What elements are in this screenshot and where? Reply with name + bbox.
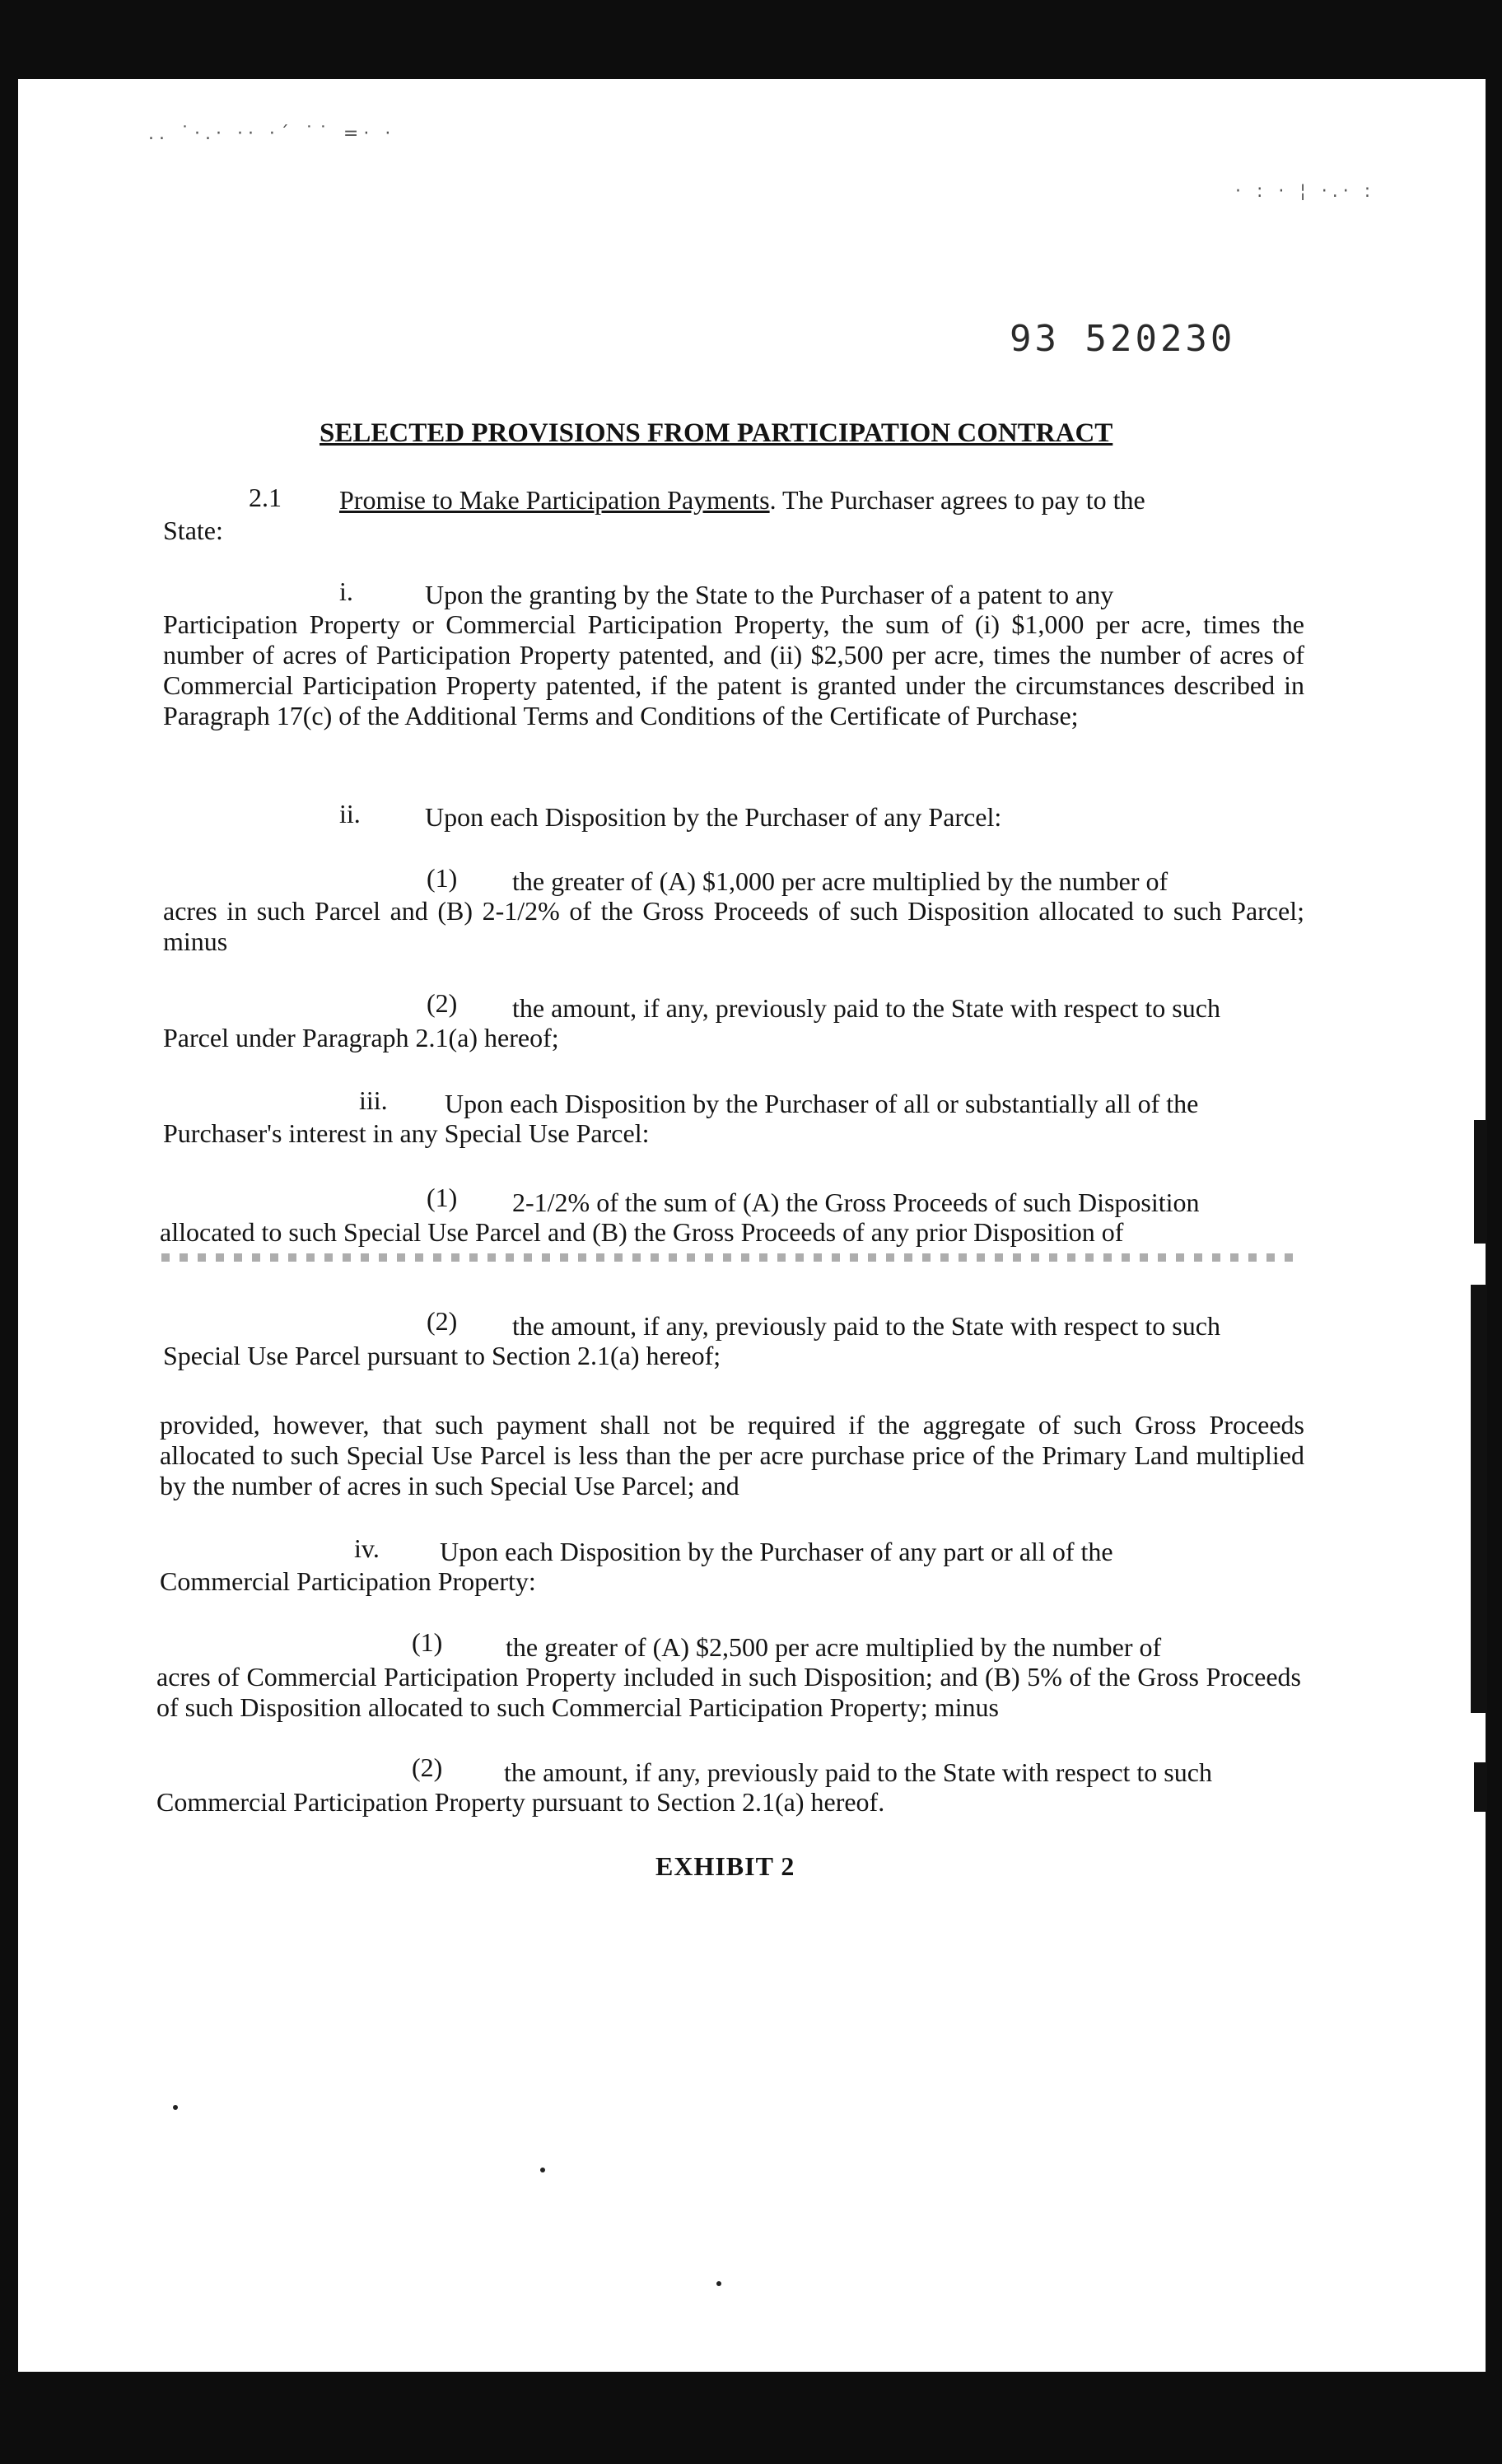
item-ii-sub1-body: acres in such Parcel and (B) 2-1/2% of the Gross Proceeds of such Disposition allocated to such Parcel; minus [163, 896, 1304, 956]
scan-speck [716, 2281, 721, 2286]
scan-noise: .. ˙·.· ·· ·´ ˙˙ =· · [148, 124, 396, 144]
item-ii-sub1-number: (1) [427, 863, 458, 893]
item-i-body: Participation Property or Commercial Participation Property, the sum of (i) $1,000 per acre, times the number of acres of Participation Property patented, and (ii) $2,500 per acre, times the number of acres of Commercial Participation Property patented, if the patent is granted under the circumstances described in Paragraph 17(c) of the Additional Terms and Conditions of the Certificate of Purchase; [163, 609, 1304, 730]
item-ii-sub2-lead: the amount, if any, previously paid to the State with respect to such [512, 993, 1220, 1023]
item-iv-sub2-lead: the amount, if any, previously paid to the State with respect to such [504, 1757, 1212, 1787]
section-intro-rest: . The Purchaser agrees to pay to the [769, 485, 1145, 515]
item-iv-sub1-lead: the greater of (A) $2,500 per acre multiplied by the number of [506, 1632, 1162, 1662]
scan-border-left [0, 0, 18, 2464]
cut-off-text-line [161, 1253, 1298, 1262]
item-iii-sub2-number: (2) [427, 1306, 458, 1336]
item-iv-sub1-body: acres of Commercial Participation Property included in such Disposition; and (B) 5% of the Gross Proceeds of such Disposition allocated to such Commercial Participation Property; minus [156, 1662, 1301, 1722]
item-iii-sub2-lead: the amount, if any, previously paid to the State with respect to such [512, 1311, 1220, 1341]
item-iii-numeral: iii. [359, 1085, 388, 1115]
scan-artifact [1474, 1120, 1487, 1244]
item-iv-sub2-body: Commercial Participation Property pursuant to Section 2.1(a) hereof. [156, 1787, 885, 1817]
scan-artifact [1474, 1762, 1487, 1812]
item-iv-lead: Upon each Disposition by the Purchaser of any part or all of the [440, 1537, 1113, 1566]
item-i-lead: Upon the granting by the State to the Purchaser of a patent to any [425, 580, 1114, 609]
document-title: SELECTED PROVISIONS FROM PARTICIPATION CONTRACT [320, 418, 1113, 448]
item-iv-sub1-number: (1) [412, 1627, 443, 1657]
section-number: 2.1 [249, 483, 282, 512]
scan-border-bottom [0, 2372, 1502, 2464]
scan-border-right [1486, 0, 1502, 2464]
exhibit-label: EXHIBIT 2 [655, 1851, 795, 1881]
section-intro [339, 485, 1145, 516]
scan-speck [540, 2168, 545, 2172]
item-iii-sub1-body: allocated to such Special Use Parcel and (B) the Gross Proceeds of any prior Disposition of [160, 1217, 1124, 1247]
item-iii-lead: Upon each Disposition by the Purchaser of all or substantially all of the [445, 1089, 1199, 1118]
scan-border-top [0, 0, 1502, 79]
item-iii-proviso: provided, however, that such payment shall not be required if the aggregate of such Gross Proceeds allocated to such Special Use Parcel is less than the per acre purchase price of the Primary Land multiplied by the number of acres in such Special Use Parcel; and [160, 1410, 1304, 1500]
item-iii-sub1-lead: 2-1/2% of the sum of (A) the Gross Proceeds of such Disposition [512, 1188, 1200, 1217]
scan-noise: · : · ¦ ·.· : [1235, 181, 1376, 202]
section-intro-tail: State: [163, 516, 223, 545]
item-ii-numeral: ii. [339, 799, 361, 828]
item-iii-body: Purchaser's interest in any Special Use Parcel: [163, 1118, 650, 1148]
scan-artifact [1471, 1285, 1487, 1713]
item-ii-sub1-lead: the greater of (A) $1,000 per acre multiplied by the number of [512, 866, 1168, 896]
item-ii-sub2-body: Parcel under Paragraph 2.1(a) hereof; [163, 1023, 559, 1052]
item-iv-numeral: iv. [354, 1533, 380, 1563]
item-iii-sub2-body: Special Use Parcel pursuant to Section 2.1(a) hereof; [163, 1341, 721, 1370]
document-number: 93 520230 [1010, 318, 1236, 360]
item-ii-lead: Upon each Disposition by the Purchaser of any Parcel: [425, 802, 1002, 832]
item-ii-sub2-number: (2) [427, 988, 458, 1018]
section-heading: Promise to Make Participation Payments [339, 485, 770, 515]
scan-speck [173, 2105, 178, 2110]
item-iv-sub2-number: (2) [412, 1752, 443, 1782]
item-iv-body: Commercial Participation Property: [160, 1566, 536, 1596]
item-i-numeral: i. [339, 576, 353, 606]
item-iii-sub1-number: (1) [427, 1183, 458, 1212]
